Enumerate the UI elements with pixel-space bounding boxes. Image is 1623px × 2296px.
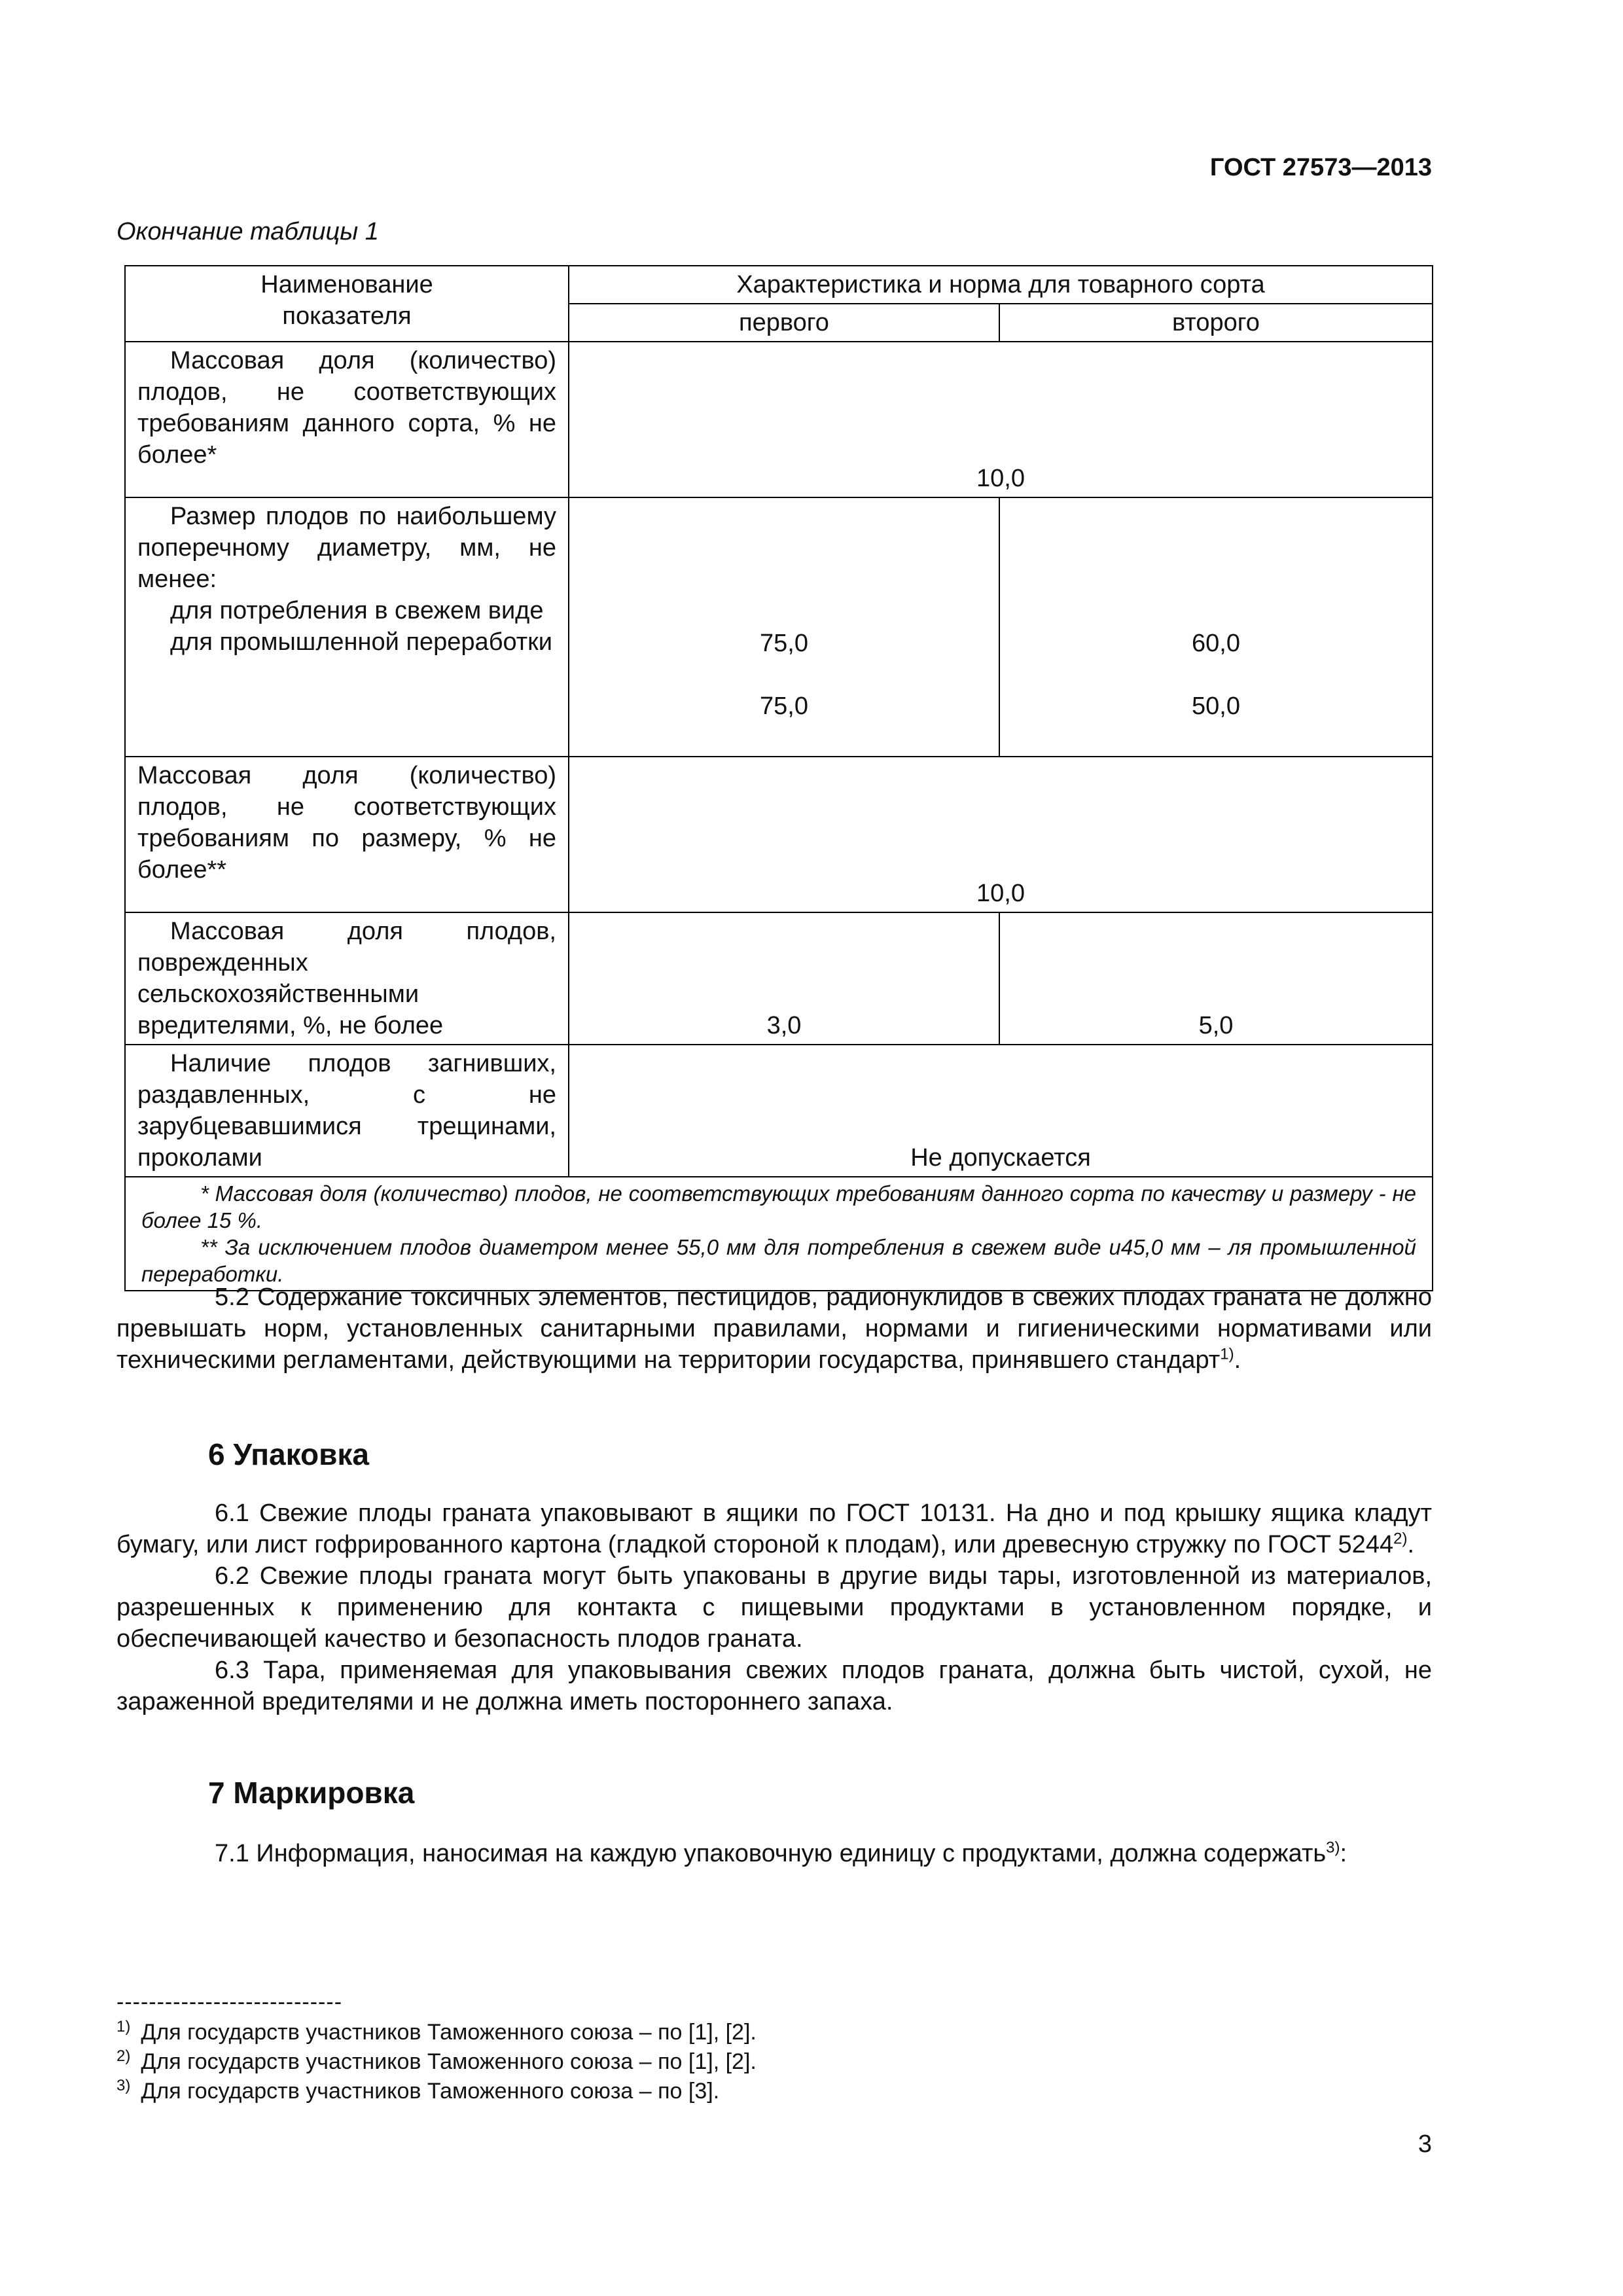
table-row (125, 342, 1433, 497)
table-caption: Окончание таблицы 1 (116, 218, 379, 245)
table-row (125, 1045, 1433, 1177)
indicator-name: Массовая доля (количество) плодов, не соответствующих требованиям данного сорта, % не более* (125, 342, 569, 497)
section-7-body (116, 1838, 1432, 1869)
section-7-title: 7 Маркировка (208, 1776, 415, 1810)
norms-table (124, 265, 1433, 1291)
footnote-1: $^{1)}$ Для государств участников Таможенного союза – по [1], [2]. (116, 2017, 757, 2045)
section-6-body (116, 1498, 1432, 1717)
norm-value-second: 5,0 (999, 912, 1433, 1045)
footnote-2: $^{2)}$ Для государств участников Таможенного союза – по [1], [2]. (116, 2047, 757, 2074)
header-indicator: Наименование показателя (125, 266, 569, 342)
header-first-grade: первого (569, 304, 999, 342)
table-note-2: ** За исключением плодов диаметром менее 55,0 мм для потребления в свежем виде и45,0 мм – ля промышленной переработки. (141, 1235, 1416, 1286)
norm-value: 10,0 (569, 342, 1433, 497)
indicator-name: Наличие плодов загнивших, раздавленных, с не зарубцевавшимися трещинами, проколами (125, 1045, 569, 1177)
table-row (125, 912, 1433, 1045)
header-second-grade: второго (999, 304, 1433, 342)
paragraph-7-1: 7.1 Информация, наносимая на каждую упаковочную единицу с продуктами, должна содержать$^{3)}$: (215, 1839, 1347, 1867)
paragraph-6-1: 6.1 Свежие плоды граната упаковывают в ящики по ГОСТ 10131. На дно и под крышку ящика кладут бумагу, или лист гофрированного картона (гладкой стороной к плодам), или древесную стружку по ГОСТ 5244$^{2)}$. (116, 1499, 1432, 1558)
paragraph-6-3: 6.3 Тара, применяемая для упаковывания свежих плодов граната, должна быть чистой, сухой, не зараженной вредителями и не должна иметь постороннего запаха. (116, 1657, 1432, 1715)
norm-value: 10,0 (569, 757, 1433, 912)
table-notes (125, 1177, 1433, 1291)
paragraph-6-2: 6.2 Свежие плоды граната могут быть упакованы в другие виды тары, изготовленной из материалов, разрешенных к применению для контакта с пищевыми продуктами в установленном порядке, и обеспечивающей качество и безопасность плодов граната. (116, 1562, 1432, 1653)
indicator-name: Массовая доля (количество) плодов, не соответствующих требованиям по размеру, % не более** (125, 757, 569, 912)
indicator-name: Массовая доля плодов, поврежденных сельскохозяйственными вредителями, %, не более (125, 912, 569, 1045)
table-notes-row (125, 1177, 1433, 1291)
header-group: Характеристика и норма для товарного сорта (569, 266, 1433, 304)
table-note-1: * Массовая доля (количество) плодов, не соответствующих требованиям данного сорта по качеству и размеру - не более 15 %. (141, 1181, 1416, 1232)
norm-value: Не допускается (569, 1045, 1433, 1177)
paragraph-5-2: 5.2 Содержание токсичных элементов, пестицидов, радионуклидов в свежих плодах граната не должно превышать норм, установленных санитарными правилами, нормами и гигиеническими нормативами или техническими регламентами, действующими на территории государства, принявшего стандарт$^{1)}$. (116, 1283, 1432, 1374)
norm-value-second: 60,0 50,0 (999, 497, 1433, 757)
table-row (125, 757, 1433, 912)
document-code: ГОСТ 27573—2013 (1209, 154, 1432, 181)
norm-value-first: 3,0 (569, 912, 999, 1045)
table-row (125, 497, 1433, 757)
page-number: 3 (1418, 2130, 1432, 2158)
norm-value-first: 75,0 75,0 (569, 497, 999, 757)
indicator-name: Размер плодов по наибольшему поперечному диаметру, мм, не менее: для потребления в свежем виде для промышленной переработки (125, 497, 569, 757)
section-6-title: 6 Упаковка (208, 1437, 369, 1471)
footnotes (116, 2018, 757, 2106)
footnote-separator: ---------------------------- (116, 1990, 343, 2015)
footnote-3: $^{3)}$ Для государств участников Таможенного союза – по [3]. (116, 2076, 720, 2104)
table-header-row (125, 266, 1433, 304)
